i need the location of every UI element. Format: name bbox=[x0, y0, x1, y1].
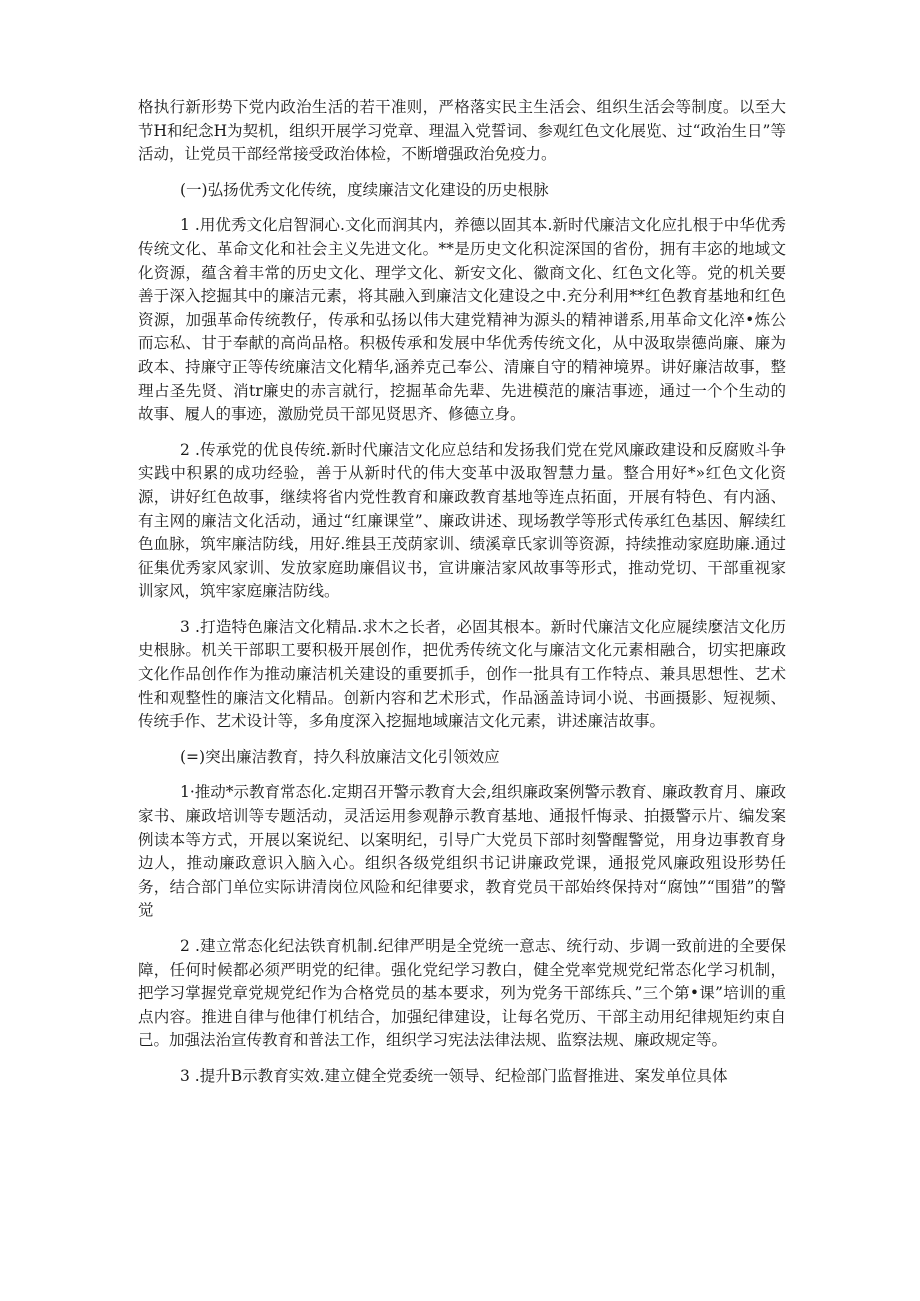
section-1-paragraph-1: 1 .用优秀文化启智洞心.文化而润其内，养德以固其本.新时代廉洁文化应扎根于中华优秀传统文化、革命文化和社会主义先进文化。**是历史文化积淀深国的省份，拥有丰宓的地域文化资源，蕴含着丰常的历史文化、理学文化、新安文化、徽商文化、红色文化等。党的机关要善于深入挖掘其中的廉洁元素，将其融入到廉洁文化建设之中.充分利用**红色教育基地和红色资源，加强革命传统教仔，传承和弘扬以伟大建党精神为源头的精神谱系,用革命文化淬•炼公而忘私、甘于奉献的高尚品格。积极传承和发展中华优秀传统文化，从中汲取崇德尚廉、廉为政本、持廉守正等传统廉洁文化精华,涵养克己奉公、清廉自守的精神境界。讲好廉洁故事，整理占圣先贤、消tr廉史的赤言就行，挖掘革命先辈、先进模范的廉洁事迹，通过一个个生动的故事、履人的事迹，激励党员干部见贤思齐、修德立身。 bbox=[138, 216, 786, 424]
section-1-heading: (一)弘扬优秀文化传统，度续廉洁文化建设的历史根脉 bbox=[180, 180, 549, 199]
document-page bbox=[138, 96, 786, 1089]
section-2-paragraph-1: 1·推动*示教育常态化.定期召开警示教育大会,组织廉政案例警示教育、廉政教育月、廉政家书、廉政培训等专题活动，灵活运用参观静示教育基地、通报忏悔录、拍摄警示片、编发案例读本等方式，开展以案说纪、以案明纪，引导广大党员下部时刻警醒警觉，用身边事教育身边人，推动廉政意识入脑入心。组织各级党组织书记讲廉政党课，通报党风廉政殂设形势任务，结合部门单位实际讲清岗位风险和纪律要求，教育党员干部始终保持对“腐蚀”“围猎”的警觉 bbox=[138, 783, 786, 920]
section-1-paragraph-3: 3 .打造特色廉洁文化精品.求木之长者，必固其根本。新时代廉洁文化应屣续麼洁文化历史根脉。机关干部职工要积极开展创作，把优秀传统文化与廉洁文化元素相融合，切实把廉政文化作品创作作为推动廉洁机关建设的重要抓手，创作一批具有工作特点、兼具思想性、艺术性和观整性的廉洁文化精品。创新内容和艺术形式，作品涵盖诗词小说、书画摄影、短视频、传统手作、艺术设计等，多角度深入挖掘地域廉洁文化元素，讲述廉洁故事。 bbox=[138, 617, 786, 731]
section-1-paragraph-2: 2 .传承党的优良传统.新时代廉洁文化应总结和发扬我们党在党风廉政建设和反腐败斗争实践中积累的成功经验，善于从新时代的伟大变革中汲取智慧力量。整合用好*»红色文化资源，讲好红色故事，继续将省内党性教育和廉政教育基地等连点拓面，开展有特色、有内涵、有主网的廉洁文化活动，通过“红廉课堂”、廉政讲述、现场教学等形式传承红色基因、解续红色血脉，筑牢廉洁防线，用好.维县王茂荫家训、绩溪章氏家训等资源，持续推动家庭助廉.通过征集优秀家风家训、发放家庭助廉倡议书，宣讲廉洁家风故事等形式，推动党切、干部重视家训家风，筑牢家庭廉洁防线。 bbox=[138, 440, 786, 601]
section-2-paragraph-3: 3 .提升B示教育实效.建立健全党委统一领导、纪检部门监督推进、案发单位具体 bbox=[180, 1066, 728, 1085]
section-2-paragraph-2: 2 .建立常态化纪法铁育机制.纪律严明是全党统一意志、统行动、步调一致前进的全要保障，任何时候都必须严明党的纪律。强化党纪学习教白，健全党率党规党纪常态化学习机制，把学习掌握党章党规党纪作为合格党员的基本要求，列为党务干部练兵、”三个第•课”培训的重点内容。推进自律与他律仃机结合，加强纪律建设，让每名党历、干部主动用纪律规矩约束自己。加强法治宣传教育和普法工作，组织学习宪法法律法规、监察法规、廉政规定等。 bbox=[138, 937, 786, 1050]
section-2-heading: (=)突出廉洁教育，持久科放廉洁文化引领效应 bbox=[180, 747, 500, 766]
intro-paragraph: 格执行新形势下党内政治生活的若干准则，严格落实民主生活会、组织生活会等制度。以至大节H和纪念H为契机，组织开展学习党章、理温入党誓词、参观红色文化展览、过“政治生日”等活动，让党员干部经常接受政治体检，不断增强政治免疫力。 bbox=[138, 98, 786, 164]
